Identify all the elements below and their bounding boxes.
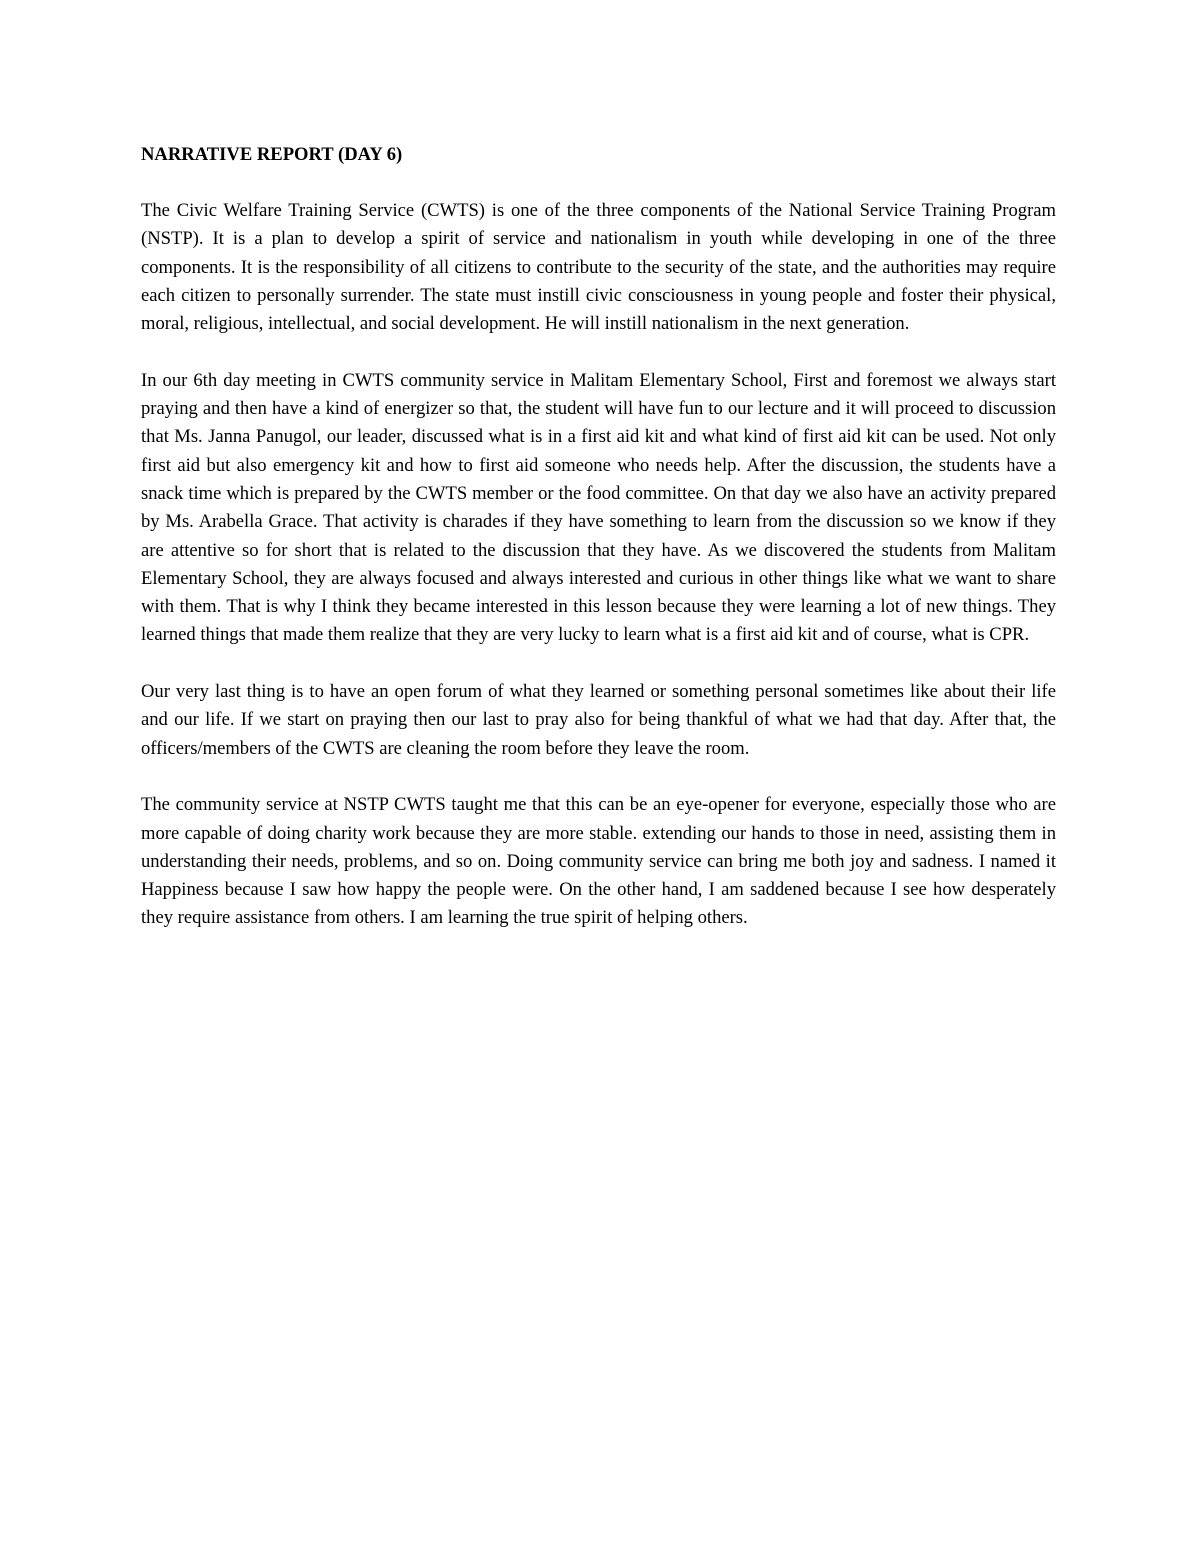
paragraph-cwts-introduction: The Civic Welfare Training Service (CWTS) is one of the three components of the National Service Training Program (NSTP). It is a plan to develop a spirit of service and nationalism in youth while developing in one of the three components. It is the responsibility of all citizens to contribute to the security of the state, and the authorities may require each citizen to personally surrender. The state must instill civic consciousness in young people and foster their physical, moral, religious, intellectual, and social development. He will instill nationalism in the next generation. [141,200,1056,335]
paragraph-day-six-activities: In our 6th day meeting in CWTS community service in Malitam Elementary School, First and foremost we always start praying and then have a kind of energizer so that, the student will have fun to our lecture and it will proceed to discussion that Ms. Janna Panugol, our leader, discussed what is in a first aid kit and what kind of first aid kit can be used. Not only first aid but also emergency kit and how to first aid someone who needs help. After the discussion, the students have a snack time which is prepared by the CWTS member or the food committee. On that day we also have an activity prepared by Ms. Arabella Grace. That activity is charades if they have something to learn from the discussion so we know if they are attentive so for short that is related to the discussion that they have. As we discovered the students from Malitam Elementary School, they are always focused and always interested and curious in other things like what we want to share with them. That is why I think they became interested in this lesson because they were learning a lot of new things. They learned things that made them realize that they are very lucky to learn what is a first aid kit and of course, what is CPR. [141,369,1056,646]
paragraph-reflection: The community service at NSTP CWTS taught me that this can be an eye-opener for everyone, especially those who are more capable of doing charity work because they are more stable. extending our hands to those in need, assisting them in understanding their needs, problems, and so on. Doing community service can bring me both joy and sadness. I named it Happiness because I saw how happy the people were. On the other hand, I am saddened because I see how desperately they require assistance from others. I am learning the true spirit of helping others. [141,794,1056,929]
document-body [141,141,1056,961]
report-title: NARRATIVE REPORT (DAY 6) [141,144,403,165]
paragraph-open-forum: Our very last thing is to have an open forum of what they learned or something personal sometimes like about their life and our life. If we start on praying then our last to pray also for being thankful of what we had that day. After that, the officers/members of the CWTS are cleaning the room before they leave the room. [141,681,1056,759]
